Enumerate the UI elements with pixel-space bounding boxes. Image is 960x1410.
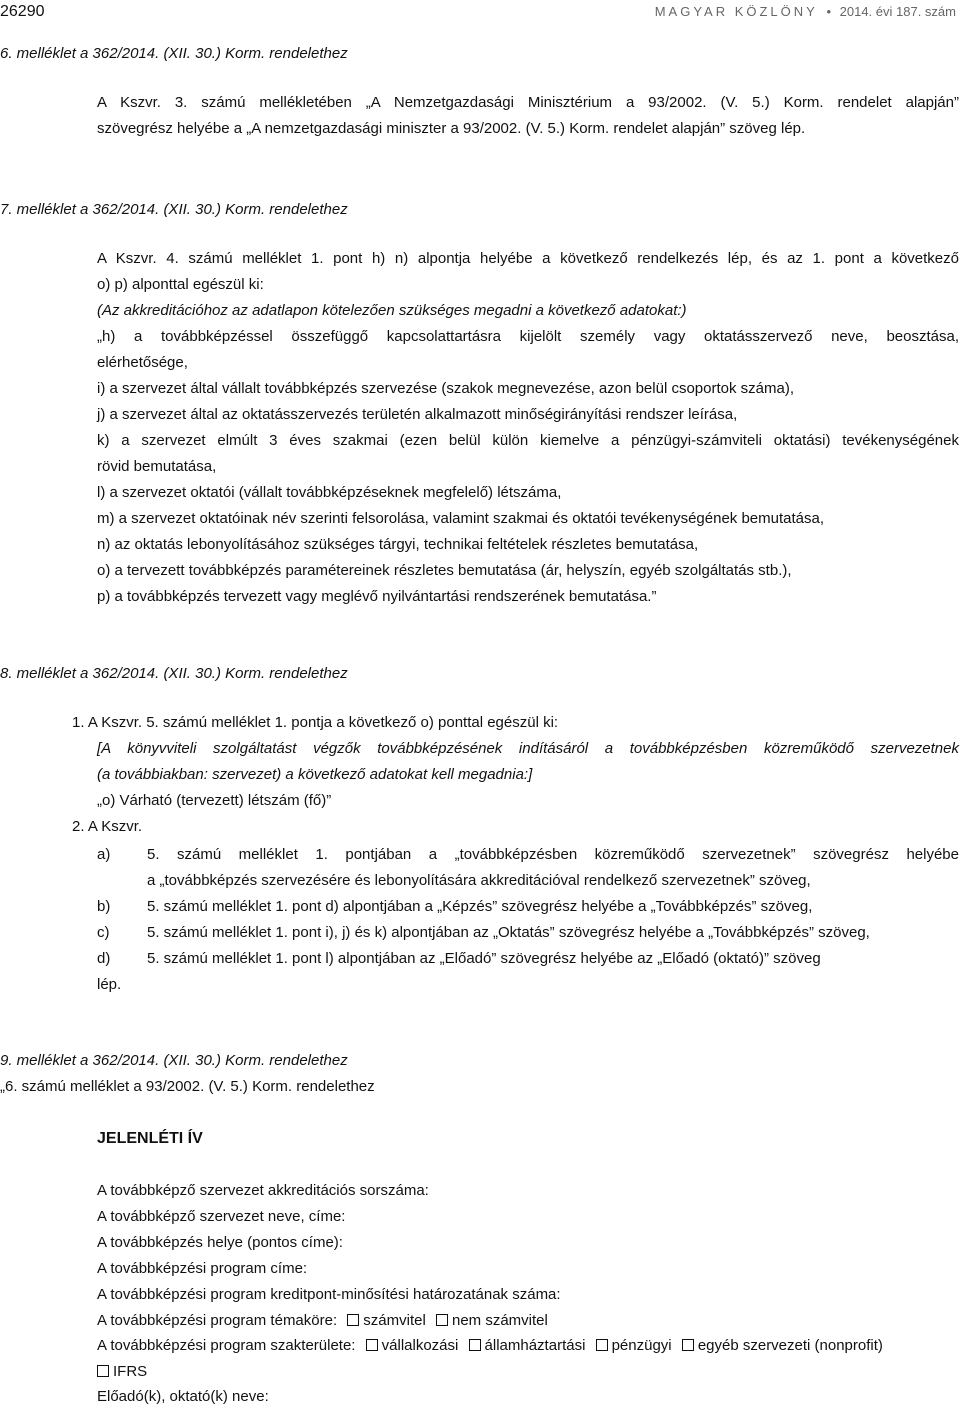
annex6-text-line2: szövegrész helyébe a „A nemzetgazdasági miniszter a 93/2002. (V. 5.) Korm. rendelet alapján” szöveg lép. — [97, 120, 806, 137]
publication-name: MAGYAR KÖZLÖNY — [654, 4, 818, 19]
annex7-item-l: l) a szervezet oktatói (vállalt továbbképzéseknek megfelelő) létszáma, — [97, 484, 562, 501]
annex8-point2: 2. A Kszvr. — [72, 818, 143, 835]
page-number: 26290 — [0, 3, 45, 20]
checkbox-area-ifrs[interactable] — [97, 1365, 109, 1377]
area-option-business: vállalkozási — [381, 1337, 459, 1354]
annex8-item-c-label: c) — [97, 924, 110, 941]
annex8-item-a-label: a) — [97, 846, 111, 863]
annex8-item-d-text: 5. számú melléklet 1. pont l) alpontjában az „Előadó” szövegrész helyébe az „Előadó (oktató)” szöveg — [147, 950, 821, 967]
field-lecturers: Előadó(k), oktató(k) neve: — [97, 1388, 269, 1405]
field-accreditation-number: A továbbképző szervezet akkreditációs sorszáma: — [97, 1182, 429, 1199]
field-program-area-wrap — [97, 1359, 147, 1385]
field-training-location: A továbbképzés helye (pontos címe): — [97, 1234, 343, 1251]
annex6-text-line1: A Kszvr. 3. számú mellékletében „A Nemzetgazdasági Minisztérium a 93/2002. (V. 5.) Korm. rendelet alapján” — [97, 94, 959, 111]
annex7-item-i: i) a szervezet által vállalt továbbképzés szervezése (szakok megnevezése, azon belül csoportok száma), — [97, 380, 794, 397]
annex7-intro-line2: o) p) alponttal egészül ki: — [97, 276, 264, 293]
checkbox-area-nonprofit[interactable] — [682, 1339, 694, 1351]
annex8-point2-end: lép. — [97, 976, 122, 993]
annex7-item-m: m) a szervezet oktatóinak név szerinti felsorolása, valamint szakmai és oktatói tevékenységének bemutatása, — [97, 510, 825, 527]
annex8-item-b-label: b) — [97, 898, 111, 915]
annex7-item-o: o) a tervezett továbbképzés paramétereinek részletes bemutatása (ár, helyszín, egyéb szolgáltatás stb.), — [97, 562, 792, 579]
form-title: JELENLÉTI ÍV — [97, 1130, 203, 1147]
theme-option-accounting: számvitel — [363, 1312, 426, 1329]
annex8-title: 8. melléklet a 362/2014. (XII. 30.) Korm. rendelethez — [0, 665, 348, 682]
theme-option-non-accounting: nem számvitel — [451, 1312, 548, 1329]
area-option-financial: pénzügyi — [611, 1337, 672, 1354]
checkbox-theme-non-accounting[interactable] — [436, 1314, 448, 1326]
annex7-title: 7. melléklet a 362/2014. (XII. 30.) Korm. rendelethez — [0, 201, 348, 218]
area-option-nonprofit: egyéb szervezeti (nonprofit) — [697, 1337, 883, 1354]
area-label: A továbbképzési program szakterülete: — [97, 1337, 356, 1354]
header-publication-info — [655, 0, 956, 25]
annex7-item-n: n) az oktatás lebonyolításához szükséges tárgyi, technikai feltételek részletes bemutatása, — [97, 536, 699, 553]
annex9-subtitle: „6. számú melléklet a 93/2002. (V. 5.) Korm. rendelethez — [0, 1078, 375, 1095]
annex7-item-k-line2: rövid bemutatása, — [97, 458, 217, 475]
annex9-title: 9. melléklet a 362/2014. (XII. 30.) Korm. rendelethez — [0, 1052, 348, 1069]
annex7-item-j: j) a szervezet által az oktatásszervezés területén alkalmazott minőségirányítási rendszer leírása, — [97, 406, 738, 423]
annex8-point1: 1. A Kszvr. 5. számú melléklet 1. pontja a következő o) ponttal egészül ki: — [72, 714, 559, 731]
annex7-item-p: p) a továbbképzés tervezett vagy meglévő nyilvántartási rendszerének bemutatása.” — [97, 588, 657, 605]
annex8-item-b-text: 5. számú melléklet 1. pont d) alpontjában a „Képzés” szövegrész helyébe a „Továbbképzés” szöveg, — [147, 898, 813, 915]
annex8-item-a-line1: 5. számú melléklet 1. pontjában a „továbbképzésben közreműködő szervezetnek” szövegrész helyébe — [147, 846, 959, 863]
checkbox-theme-accounting[interactable] — [347, 1314, 359, 1326]
page-header — [0, 0, 958, 23]
area-option-public-finance: államháztartási — [484, 1337, 586, 1354]
theme-label: A továbbképzési program témaköre: — [97, 1312, 338, 1329]
annex6-title: 6. melléklet a 362/2014. (XII. 30.) Korm. rendelethez — [0, 45, 348, 62]
annex7-item-h-line1: „h) a továbbképzéssel összefüggő kapcsolattartásra kijelölt személy vagy oktatásszervező neve, beosztása, — [97, 328, 959, 345]
annex8-point1-italic-line1: [A könyvviteli szolgáltatást végzők továbbképzésének indításáról a továbbképzésben közreműködő szervezetnek — [97, 740, 959, 757]
checkbox-area-business[interactable] — [366, 1339, 378, 1351]
annex7-item-k-line1: k) a szervezet elmúlt 3 éves szakmai (ezen belül külön kiemelve a pénzügyi-számviteli oktatási) tevékenységének — [97, 432, 959, 449]
annex8-item-d-label: d) — [97, 950, 111, 967]
header-bullet: • — [826, 4, 832, 19]
field-program-area — [97, 1333, 883, 1359]
checkbox-area-financial[interactable] — [596, 1339, 608, 1351]
annex8-item-c-text: 5. számú melléklet 1. pont i), j) és k) alpontjában az „Oktatás” szövegrész helyébe a „Továbbképzés” szöveg, — [147, 924, 870, 941]
field-credit-decision-number: A továbbképzési program kreditpont-minősítési határozatának száma: — [97, 1286, 561, 1303]
checkbox-area-public-finance[interactable] — [469, 1339, 481, 1351]
field-program-title: A továbbképzési program címe: — [97, 1260, 308, 1277]
issue-number: 2014. évi 187. szám — [839, 4, 956, 19]
annex7-item-h-line2: elérhetősége, — [97, 354, 188, 371]
area-option-ifrs: IFRS — [113, 1363, 148, 1380]
annex8-item-a-line2: a „továbbképzés szervezésére és lebonyolítására akkreditációval rendelkező szervezetnek” szöveg, — [147, 872, 811, 889]
annex8-point1-quote: „o) Várható (tervezett) létszám (fő)” — [97, 792, 332, 809]
annex7-intro-line1: A Kszvr. 4. számú melléklet 1. pont h) n) alpontja helyébe a következő rendelkezés lép, és az 1. pont a következő — [97, 250, 959, 267]
annex7-italic-note: (Az akkreditációhoz az adatlapon kötelezően szükséges megadni a következő adatokat:) — [97, 302, 687, 319]
field-organization-name: A továbbképző szervezet neve, címe: — [97, 1208, 346, 1225]
field-program-theme — [97, 1308, 548, 1334]
annex8-point1-italic-line2: (a továbbiakban: szervezet) a következő adatokat kell megadnia:] — [97, 766, 533, 783]
